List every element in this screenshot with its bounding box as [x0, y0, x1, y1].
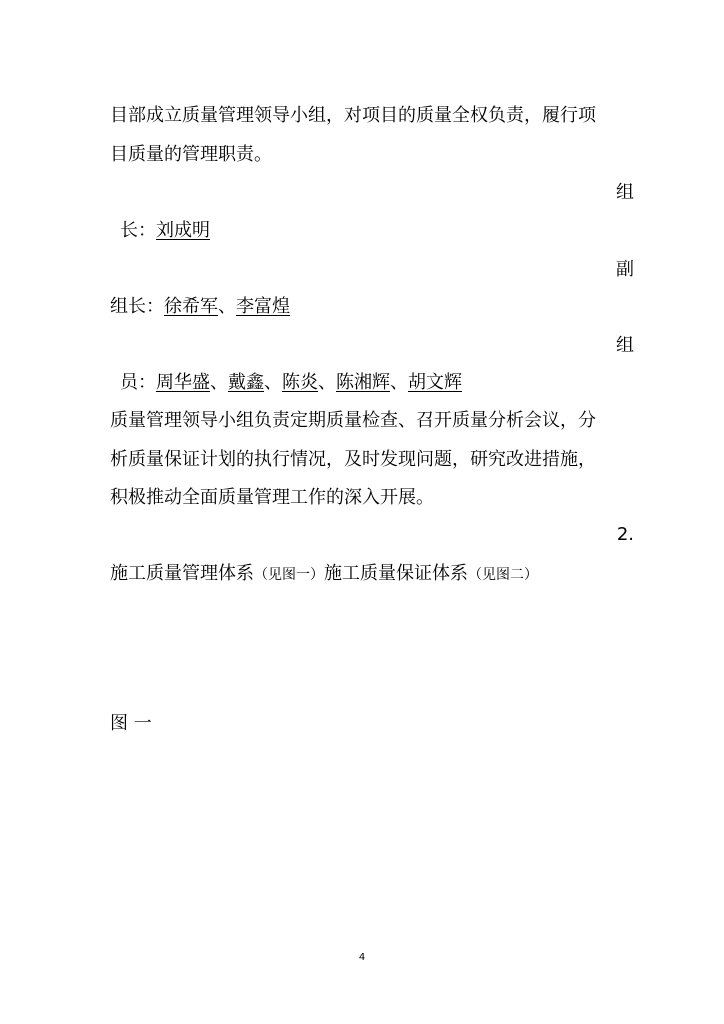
paragraph2-line2: 析质量保证计划的执行情况，及时发现问题，研究改进措施，	[110, 449, 596, 470]
leader-line	[120, 219, 210, 243]
figure-caption: 图 一	[110, 713, 152, 734]
members-line	[120, 371, 462, 395]
member-name: 陈湘辉	[336, 372, 390, 393]
member-name: 陈炎	[282, 372, 318, 393]
page-number: 4	[358, 952, 366, 963]
name-separator: 、	[210, 372, 228, 393]
figure-reference-1: （见图一）	[254, 567, 324, 583]
deputy-leader-name: 徐希军	[164, 296, 218, 317]
members-label: 员：	[120, 372, 156, 393]
leader-wrapped-char: 组	[616, 182, 634, 203]
section-title-management: 施工质量管理体系	[110, 563, 254, 584]
name-separator: 、	[218, 296, 236, 317]
section-number: 2.	[616, 524, 634, 545]
paragraph1-line1: 目部成立质量管理领导小组，对项目的质量全权负责，履行项	[110, 105, 596, 126]
deputy-leader-name: 李富煌	[236, 296, 290, 317]
paragraph1-line2: 目质量的管理职责。	[110, 144, 272, 165]
section-title-assurance: 施工质量保证体系	[324, 563, 468, 584]
member-name: 周华盛	[156, 372, 210, 393]
paragraph2-line3: 积极推动全面质量管理工作的深入开展。	[110, 487, 434, 508]
leader-label: 长：	[120, 220, 156, 241]
member-name: 胡文辉	[408, 372, 462, 393]
section-title-line	[110, 562, 538, 587]
name-separator: 、	[264, 372, 282, 393]
paragraph2-line1: 质量管理领导小组负责定期质量检查、召开质量分析会议，分	[110, 410, 596, 431]
name-separator: 、	[390, 372, 408, 393]
deputy-leader-label: 组长：	[110, 296, 164, 317]
name-separator: 、	[318, 372, 336, 393]
deputy-leader-wrapped-char: 副	[616, 259, 634, 280]
figure-reference-2: （见图二）	[468, 567, 538, 583]
leader-name: 刘成明	[156, 220, 210, 241]
members-wrapped-char: 组	[616, 335, 634, 356]
deputy-leader-line	[110, 295, 290, 319]
member-name: 戴鑫	[228, 372, 264, 393]
